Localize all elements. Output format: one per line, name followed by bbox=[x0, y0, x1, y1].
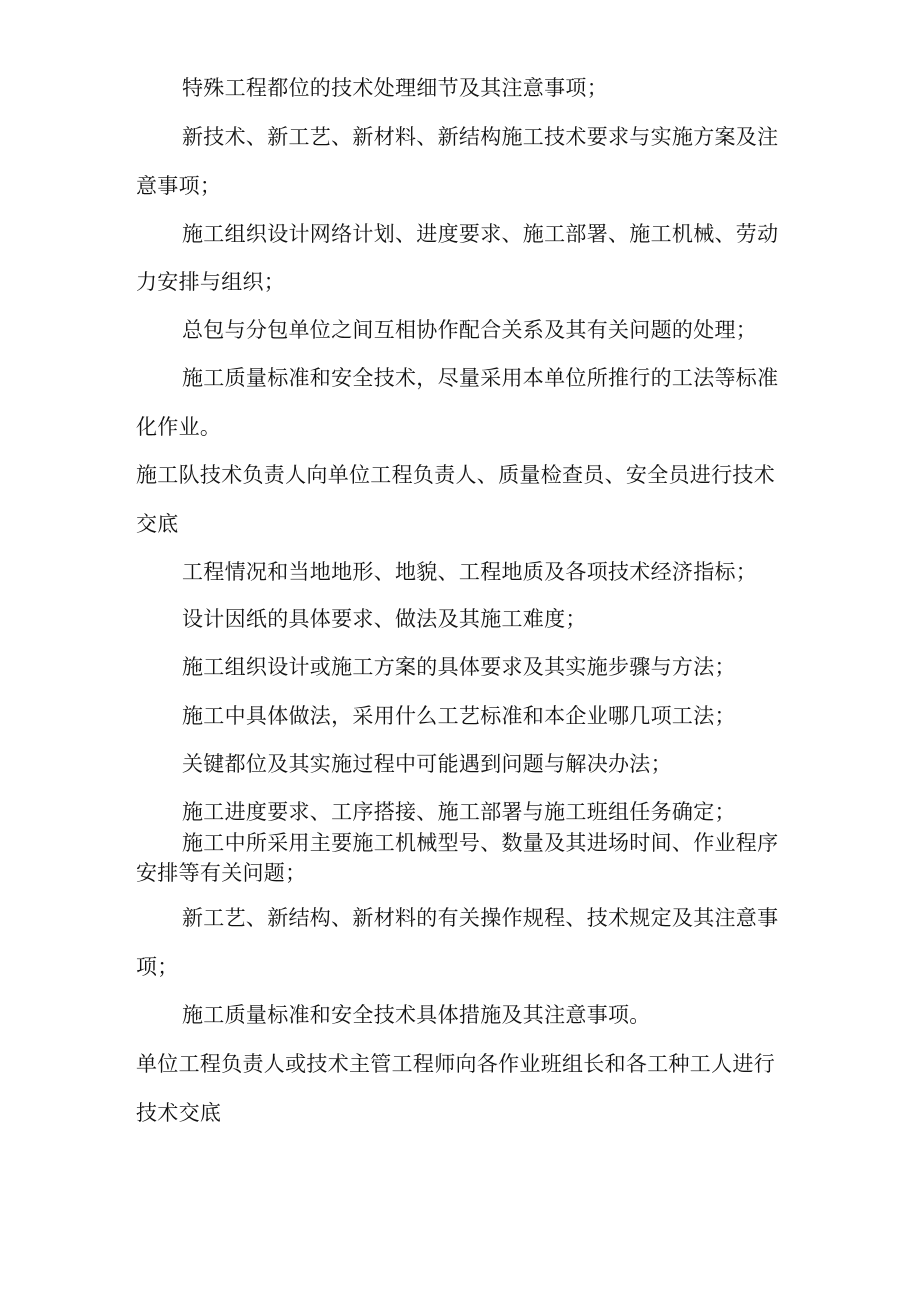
paragraph-line-3: 意事项； bbox=[136, 174, 222, 198]
paragraph-line-5: 力安排与组织； bbox=[136, 270, 286, 294]
paragraph-line-2: 新技术、新工艺、新材料、新结构施工技术要求与实施方案及注 bbox=[182, 125, 779, 149]
paragraph-line-4: 施工组织设计网络计划、进度要求、施工部署、施工机械、劳动 bbox=[182, 222, 779, 246]
section-heading-line-4: 技术交底 bbox=[136, 1101, 222, 1125]
paragraph-line-9: 工程情况和当地地形、地貌、工程地质及各项技术经济指标； bbox=[182, 560, 758, 584]
paragraph-line-15: 施工中所采用主要施工机械型号、数量及其进场时间、作业程序 bbox=[182, 831, 779, 855]
paragraph-line-12: 施工中具体做法，采用什么工艺标准和本企业哪几项工法； bbox=[182, 704, 736, 728]
paragraph-line-8: 化作业。 bbox=[136, 415, 222, 439]
paragraph-line-11: 施工组织设计或施工方案的具体要求及其实施步骤与方法； bbox=[182, 655, 736, 679]
paragraph-line-17: 新工艺、新结构、新材料的有关操作规程、技术规定及其注意事 bbox=[182, 906, 779, 930]
paragraph-line-14: 施工进度要求、工序搭接、施工部署与施工班组任务确定； bbox=[182, 800, 736, 824]
paragraph-line-19: 施工质量标准和安全技术具体措施及其注意事项。 bbox=[182, 1003, 651, 1027]
paragraph-line-10: 设计因纸的具体要求、做法及其施工难度； bbox=[182, 607, 587, 631]
section-heading-line-1: 施工队技术负责人向单位工程负责人、质量检查员、安全员进行技术 bbox=[136, 463, 775, 487]
section-heading-line-2: 交底 bbox=[136, 512, 179, 536]
paragraph-line-13: 关键都位及其实施过程中可能遇到问题与解决办法； bbox=[182, 752, 672, 776]
paragraph-line-18: 项； bbox=[136, 955, 179, 979]
section-heading-line-3: 单位工程负责人或技术主管工程师向各作业班组长和各工种工人进行 bbox=[136, 1052, 775, 1076]
paragraph-line-1: 特殊工程都位的技术处理细节及其注意事项； bbox=[182, 76, 608, 100]
paragraph-line-16: 安排等有关问题； bbox=[136, 861, 307, 885]
paragraph-line-6: 总包与分包单位之间互相协作配合关系及其有关问题的处理； bbox=[182, 318, 758, 342]
paragraph-line-7: 施工质量标准和安全技术，尽量采用本单位所推行的工法等标准 bbox=[182, 366, 779, 390]
